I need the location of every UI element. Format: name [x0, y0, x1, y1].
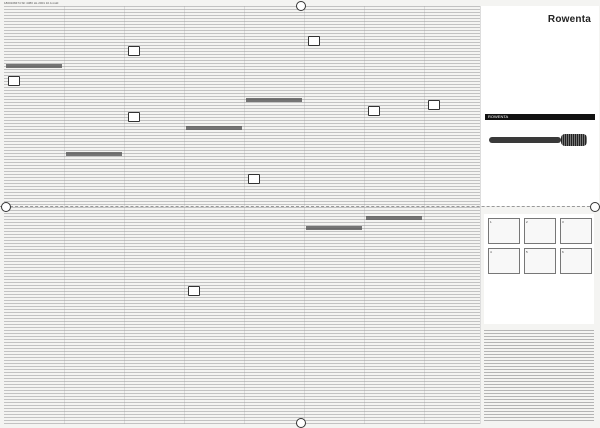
brand-logo: Rowenta: [547, 14, 591, 25]
diagram-box: [524, 218, 556, 244]
section-heading-bar: [366, 216, 422, 220]
section-heading-bar: [186, 126, 242, 130]
section-heading-bar: [246, 98, 302, 102]
diagram-box: [560, 248, 592, 274]
diagram-label: 5: [526, 250, 528, 254]
diagram-box: [524, 248, 556, 274]
cover-text-block: [484, 330, 594, 422]
text-column-1: [4, 6, 65, 424]
warning-icon: [368, 106, 380, 116]
registration-mark-icon: [590, 202, 600, 212]
section-heading-bar: [306, 226, 362, 230]
text-column-7: [364, 6, 425, 424]
warning-icon: [128, 112, 140, 122]
registration-mark-icon: [1, 202, 11, 212]
text-column-8: [424, 6, 481, 424]
text-column-5: [244, 6, 305, 424]
file-header: 1800108474 SF 4380 HL 2001 10 A.indd: [4, 1, 59, 5]
text-column-6: [304, 6, 365, 424]
diagram-label: 4: [490, 250, 492, 254]
diagram-box: [560, 218, 592, 244]
diagram-label: 1: [490, 220, 492, 224]
text-column-4: [184, 6, 245, 424]
registration-mark-icon: [296, 418, 306, 428]
diagram-label: 6: [562, 250, 564, 254]
text-column-2: [64, 6, 125, 424]
diagram-box: [488, 218, 520, 244]
warning-icon: [188, 286, 200, 296]
warning-icon: [428, 100, 440, 110]
section-heading-bar: [6, 64, 62, 68]
cover-panel: [480, 6, 599, 206]
product-illustration: [489, 134, 589, 146]
diagram-label: 2: [526, 220, 528, 224]
registration-mark-icon: [296, 1, 306, 11]
recycle-icon: [128, 46, 140, 56]
brand-bar: [485, 114, 595, 120]
recycle-icon: [308, 36, 320, 46]
text-column-3: [124, 6, 185, 424]
section-heading-bar: [66, 152, 122, 156]
diagram-label: 3: [562, 220, 564, 224]
warning-icon: [8, 76, 20, 86]
brand-bar-text: ROWENTA: [488, 114, 509, 119]
diagram-box: [488, 248, 520, 274]
parts-diagram: [484, 214, 594, 324]
fold-line: [0, 206, 600, 207]
recycle-icon: [248, 174, 260, 184]
